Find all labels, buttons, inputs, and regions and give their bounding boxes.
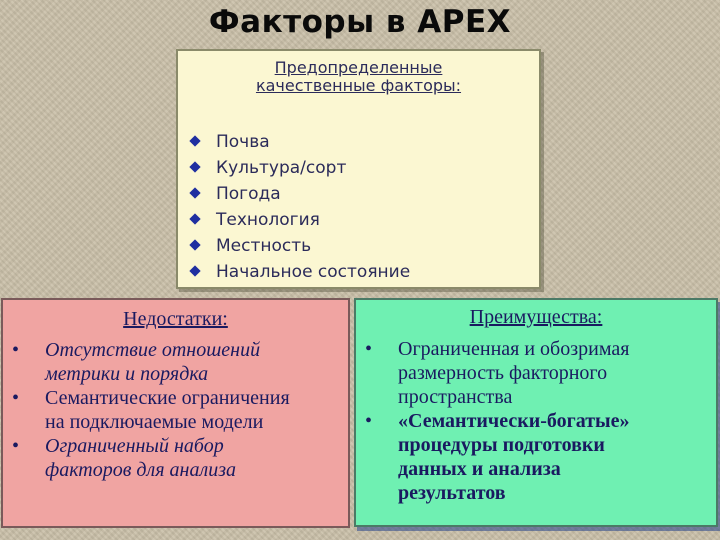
- factors-heading-line-1: Предопределенные: [274, 58, 443, 77]
- advantages-box: [354, 298, 718, 527]
- factor-label: Почва: [216, 132, 270, 152]
- bullet-dot-icon: •: [365, 410, 373, 432]
- disadvantages-heading: Недостатки:: [123, 308, 228, 330]
- disadvantages-box: [1, 298, 350, 528]
- disadvantage-line: на подключаемые модели: [45, 411, 264, 433]
- advantage-item: [356, 337, 716, 409]
- bullet-dot-icon: •: [12, 339, 20, 361]
- advantage-line: Ограниченная и обозримая: [398, 338, 630, 360]
- disadvantage-line: Отсутствие отношений: [45, 339, 261, 361]
- advantages-list: [356, 337, 716, 505]
- disadvantage-line: метрики и порядка: [45, 363, 209, 385]
- advantage-line: «Семантически-богатые»: [398, 410, 630, 432]
- advantage-line: размерность факторного: [398, 362, 608, 384]
- factors-heading-line-2: качественные факторы:: [255, 76, 462, 95]
- diamond-bullet-icon: [189, 213, 200, 224]
- bullet-dot-icon: •: [365, 338, 373, 360]
- disadvantage-item: [3, 434, 348, 482]
- factors-heading: [178, 59, 539, 95]
- predefined-factors-box: [176, 49, 541, 289]
- disadvantage-line: Семантические ограничения: [45, 387, 290, 409]
- disadvantage-item: [3, 386, 348, 434]
- advantage-line: пространства: [398, 386, 513, 408]
- bullet-dot-icon: •: [12, 435, 20, 457]
- advantage-line: данных и анализа: [398, 458, 561, 480]
- advantage-line: процедуры подготовки: [398, 434, 605, 456]
- diamond-bullet-icon: [189, 187, 200, 198]
- diamond-bullet-icon: [189, 161, 200, 172]
- factor-label: Культура/сорт: [216, 158, 347, 178]
- disadvantage-line: Ограниченный набор: [45, 435, 224, 457]
- factor-label: Начальное состояние: [216, 262, 411, 282]
- disadvantage-item: [3, 338, 348, 386]
- factor-label: Технология: [216, 210, 320, 230]
- page-title: Факторы в APEX: [208, 4, 512, 40]
- advantages-heading: Преимущества:: [469, 306, 603, 328]
- advantage-line: результатов: [398, 482, 506, 504]
- disadvantage-line: факторов для анализа: [45, 459, 236, 481]
- diamond-bullet-icon: [189, 265, 200, 276]
- factor-label: Погода: [216, 184, 281, 204]
- bullet-dot-icon: •: [12, 387, 20, 409]
- disadvantages-list: [3, 338, 348, 482]
- diamond-bullet-icon: [189, 239, 200, 250]
- advantage-item: [356, 409, 716, 505]
- diamond-bullet-icon: [189, 135, 200, 146]
- factor-label: Местность: [216, 236, 312, 256]
